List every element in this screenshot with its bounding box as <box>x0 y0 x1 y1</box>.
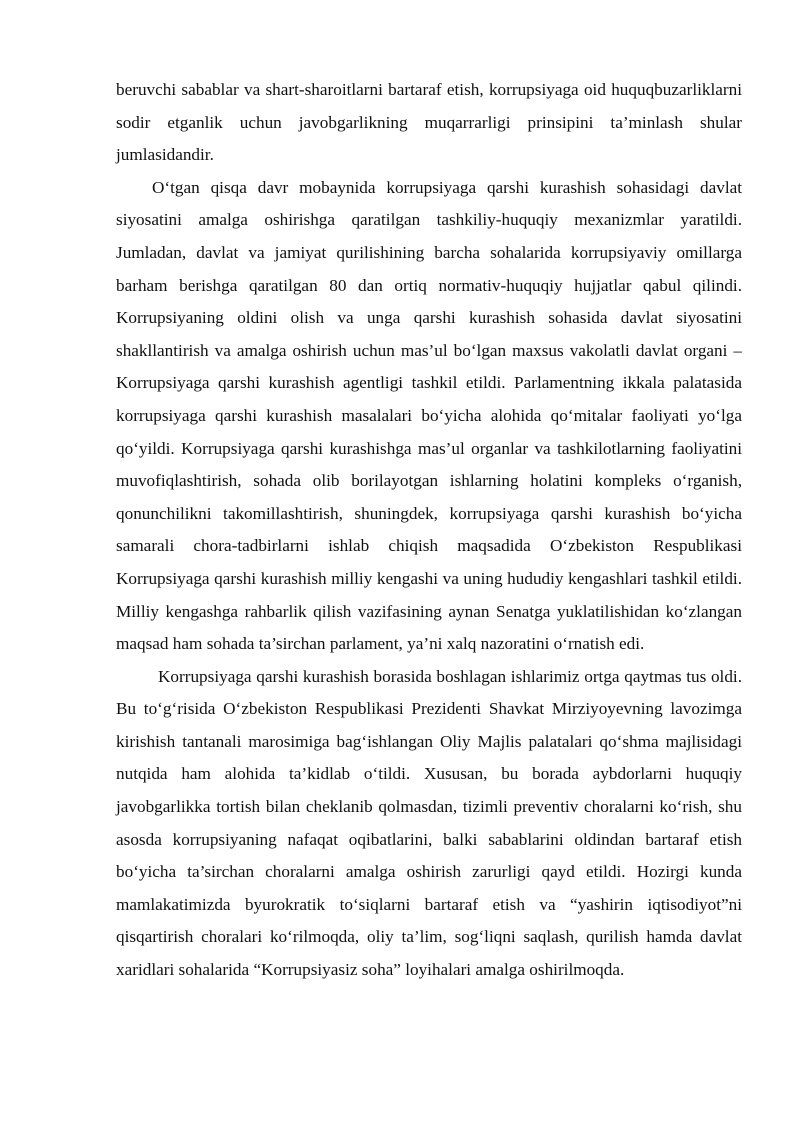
document-page <box>116 74 742 987</box>
paragraph-mechanisms: O‘tgan qisqa davr mobaynida korrupsiyaga qarshi kurashish sohasidagi davlat siyosatini amalga oshirishga qaratilgan tashkiliy-huquqiy mexanizmlar yaratildi. Jumladan, davlat va jamiyat qurilishining barcha sohalarida korrupsiyaviy omillarga barham berishga qaratilgan 80 dan ortiq normativ-huquqiy hujjatlar qabul qilindi. Korrupsiyaning oldini olish va unga qarshi kurashish sohasida davlat siyosatini shakllantirish va amalga oshirish uchun mas’ul bo‘lgan maxsus vakolatli davlat organi – Korrupsiyaga qarshi kurashish agentligi tashkil etildi. Parlamentning ikkala palatasida korrupsiyaga qarshi kurashish masalalari bo‘yicha alohida qo‘mitalar faoliyati yo‘lga qo‘yildi. Korrupsiyaga qarshi kurashishga mas’ul organlar va tashkilotlarning faoliyatini muvofiqlashtirish, sohada olib borilayotgan ishlarning holatini kompleks o‘rganish, qonunchilikni takomillashtirish, shuningdek, korrupsiyaga qarshi kurashish bo‘yicha samarali chora-tadbirlarni ishlab chiqish maqsadida O‘zbekiston Respublikasi Korrupsiyaga qarshi kurashish milliy kengashi va uning hududiy kengashlari tashkil etildi. Milliy kengashga rahbarlik qilish vazifasining aynan Senatga yuklatilishidan ko‘zlangan maqsad ham sohada ta’sirchan parlament, ya’ni xalq nazoratini o‘rnatish edi. <box>116 177 742 654</box>
paragraph-president-speech: Korrupsiyaga qarshi kurashish borasida boshlagan ishlarimiz ortga qaytmas tus oldi. Bu to‘g‘risida O‘zbekiston Respublikasi Prezidenti Shavkat Mirziyoyevning lavozimga kirishish tantanali marosimiga bag‘ishlangan Oliy Majlis palatalari qo‘shma majlisidagi nutqida ham alohida ta’kidlab o‘tildi. Xususan, bu borada aybdorlarni huquqiy javobgarlikka tortish bilan cheklanib qolmasdan, tizimli preventiv choralarni ko‘rish, shu asosda korrupsiyaning nafaqat oqibatlarini, balki sabablarini oldindan bartaraf etish bo‘yicha ta’sirchan choralarni amalga oshirish zarurligi qayd etildi. Hozirgi kunda mamlakatimizda byurokratik to‘siqlarni bartaraf etish va “yashirin iqtisodiyot”ni qisqartirish choralari ko‘rilmoqda, oliy ta’lim, sog‘liqni saqlash, qurilish hamda davlat xaridlari sohalarida “Korrupsiyasiz soha” loyihalari amalga oshirilmoqda. <box>116 666 742 980</box>
paragraph-continuation: beruvchi sabablar va shart-sharoitlarni bartaraf etish, korrupsiyaga oid huquqbuzarliklarni sodir etganlik uchun javobgarlikning muqarrarligi prinsipini ta’minlash shular jumlasidandir. <box>116 80 742 165</box>
